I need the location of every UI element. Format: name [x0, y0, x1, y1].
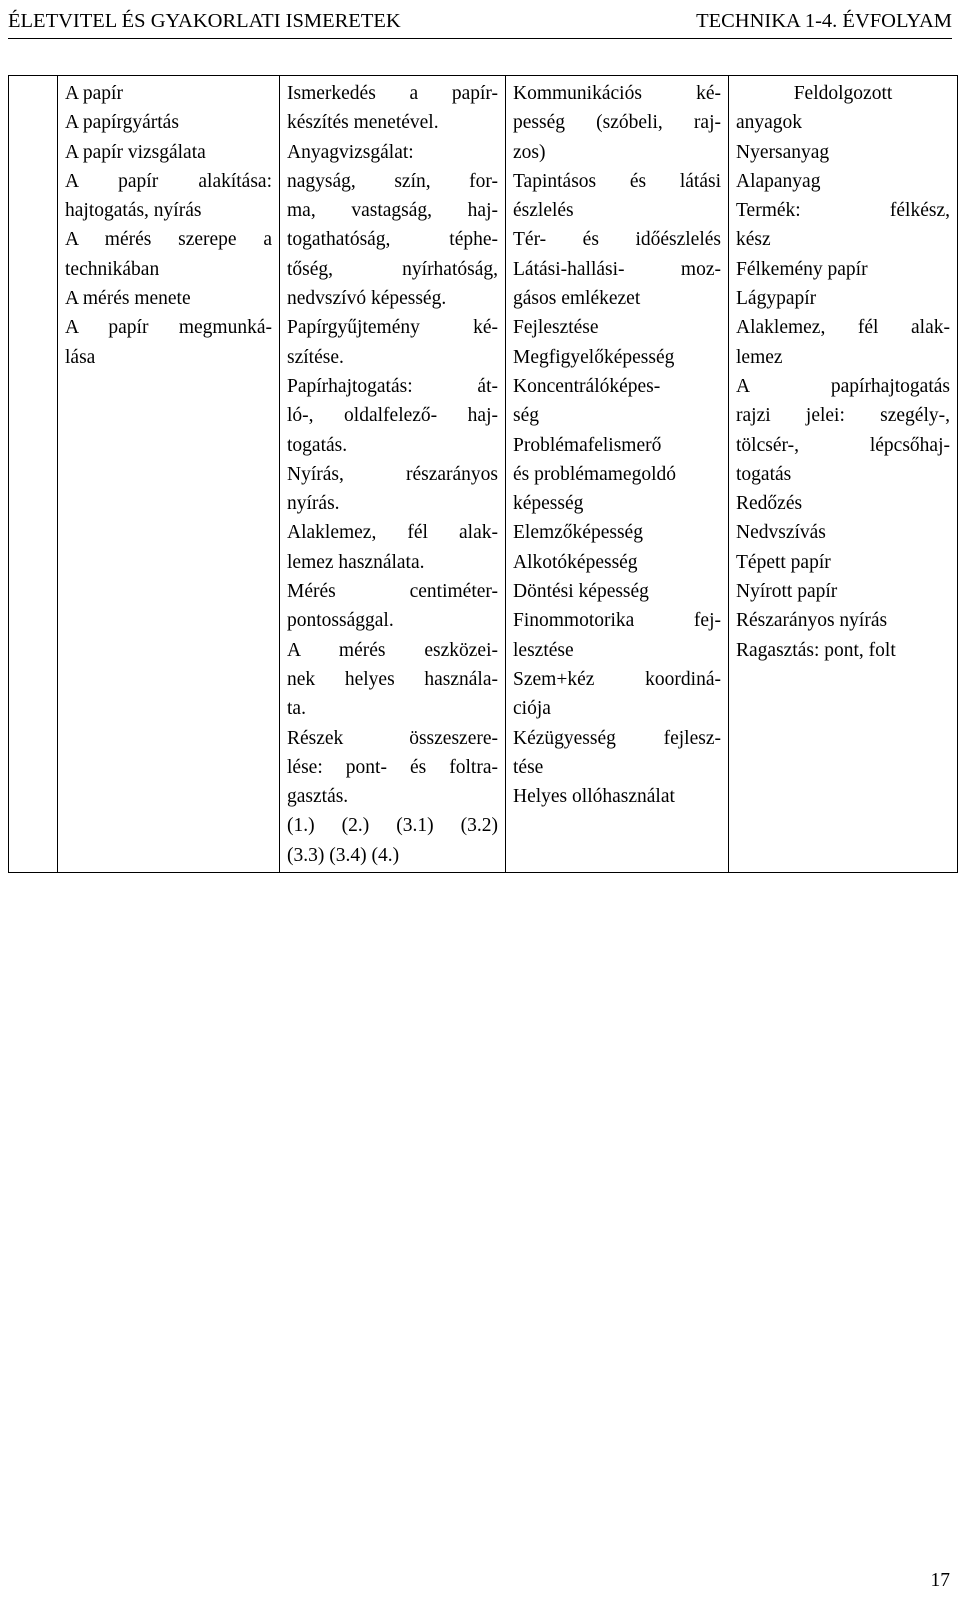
header-subject: ÉLETVITEL ÉS GYAKORLATI ISMERETEK [8, 10, 401, 32]
concept-line: Alaklemez, fél alak- [736, 317, 950, 339]
topic-line: A papír vizsgálata [65, 141, 206, 163]
competency-line: tése [513, 756, 544, 778]
concept-line: lemez [736, 346, 783, 368]
activity-line: (3.3) (3.4) (4.) [287, 844, 400, 866]
competency-line: Finommotorika fej- [513, 610, 721, 632]
topic-line: A mérés menete [65, 288, 191, 310]
competency-line: Kézügyesség fejlesz- [513, 727, 721, 749]
competency-line: Kommunikációs ké- [513, 83, 721, 104]
topics-cell [58, 76, 280, 873]
competency-line: észlelés [513, 200, 574, 222]
page-header [8, 4, 952, 39]
activity-line: Alaklemez, fél alak- [287, 522, 498, 544]
activity-line: Anyagvizsgálat: [287, 141, 414, 163]
topic-line: A mérés szerepe a [65, 229, 272, 251]
curriculum-table [8, 75, 958, 873]
concept-line: Ragasztás: pont, folt [736, 639, 896, 661]
activity-line: pontossággal. [287, 610, 394, 632]
competency-line: Fejlesztése [513, 317, 599, 339]
competency-line: Tér- és időészlelés [513, 229, 721, 251]
competency-line: zos) [513, 141, 546, 163]
topic-line: technikában [65, 258, 160, 280]
concept-line: Redőzés [736, 493, 803, 515]
concept-line: Félkemény papír [736, 258, 868, 280]
concept-line: Termék: félkész, [736, 200, 950, 222]
concept-line: Részarányos nyírás [736, 610, 888, 632]
activity-line: nedvszívó képesség. [287, 288, 447, 310]
competency-line: Alkotóképesség [513, 551, 638, 573]
competency-line: gásos emlékezet [513, 288, 641, 310]
activity-line: ta. [287, 698, 306, 720]
competency-line: Szem+kéz koordiná- [513, 668, 721, 690]
competency-line: Megfigyelőképesség [513, 346, 675, 368]
concept-line: A papírhajtogatás [736, 375, 950, 397]
concept-line: Lágypapír [736, 288, 817, 310]
activity-line: A mérés eszközei- [287, 639, 498, 661]
table-row [9, 76, 958, 873]
activity-line: lemez használata. [287, 551, 425, 573]
topic-line: A papír megmunká- [65, 317, 272, 339]
activity-line: nyírás. [287, 493, 340, 515]
concept-line: Alapanyag [736, 170, 821, 192]
competency-line: képesség [513, 493, 584, 515]
activity-line: nek helyes használa- [287, 668, 498, 690]
activity-line: lése: pont- és foltra- [287, 756, 498, 778]
activity-line: togathatóság, téphe- [287, 229, 498, 251]
activity-line: nagyság, szín, for- [287, 170, 498, 192]
concept-line: togatás [736, 463, 792, 485]
header-grade: TECHNIKA 1-4. ÉVFOLYAM [696, 10, 952, 32]
concepts-cell [729, 76, 958, 873]
competency-line: Koncentrálóképes- [513, 375, 661, 397]
concept-line: rajzi jelei: szegély-, [736, 405, 950, 427]
topic-line: A papírgyártás [65, 112, 179, 134]
activity-line: Papírgyűjtemény ké- [287, 317, 498, 339]
concept-line: anyagok [736, 112, 803, 134]
activity-line: Papírhajtogatás: át- [287, 375, 498, 397]
activity-line: ma, vastagság, haj- [287, 200, 498, 222]
competency-line: lesztése [513, 639, 574, 661]
topic-line: A papír alakítása: [65, 170, 272, 192]
activity-line: (1.) (2.) (3.1) (3.2) [287, 815, 498, 837]
competency-line: Látási-hallási- moz- [513, 258, 721, 280]
concept-line: tölcsér-, lépcsőhaj- [736, 434, 950, 456]
competency-line: Elemzőképesség [513, 522, 643, 544]
activity-line: szítése. [287, 346, 344, 368]
activity-line: ló-, oldalfelező- haj- [287, 405, 498, 427]
concept-line: kész [736, 229, 771, 251]
activities-cell [280, 76, 506, 873]
activity-line: készítés menetével. [287, 112, 439, 134]
activity-line: Nyírás, részarányos [287, 463, 498, 485]
competencies-cell [506, 76, 729, 873]
topic-line: lása [65, 346, 96, 368]
activity-line: tőség, nyírhatóság, [287, 258, 498, 280]
topic-line: hajtogatás, nyírás [65, 200, 202, 222]
activity-line: gasztás. [287, 786, 349, 808]
competency-line: Helyes ollóhasználat [513, 786, 675, 808]
concept-line: Nyersanyag [736, 141, 830, 163]
concept-line: Tépett papír [736, 551, 831, 573]
competency-line: pesség (szóbeli, raj- [513, 112, 721, 134]
competency-line: ség [513, 405, 539, 427]
concept-line: Nyírott papír [736, 581, 838, 603]
competency-line: ciója [513, 698, 551, 720]
activity-line: Részek összeszere- [287, 727, 498, 749]
concept-line: Nedvszívás [736, 522, 826, 544]
activity-line: Mérés centiméter- [287, 581, 498, 603]
competency-line: és problémamegoldó [513, 463, 676, 485]
competency-line: Problémafelismerő [513, 434, 662, 456]
empty-column-cell [9, 76, 58, 873]
page-number: 17 [930, 1570, 950, 1591]
competency-line: Tapintásos és látási [513, 170, 721, 192]
competency-line: Döntési képesség [513, 581, 649, 603]
concept-line: Feldolgozott [793, 83, 893, 104]
activity-line: togatás. [287, 434, 348, 456]
topic-line: A papír [65, 83, 123, 104]
activity-line: Ismerkedés a papír- [287, 83, 498, 104]
